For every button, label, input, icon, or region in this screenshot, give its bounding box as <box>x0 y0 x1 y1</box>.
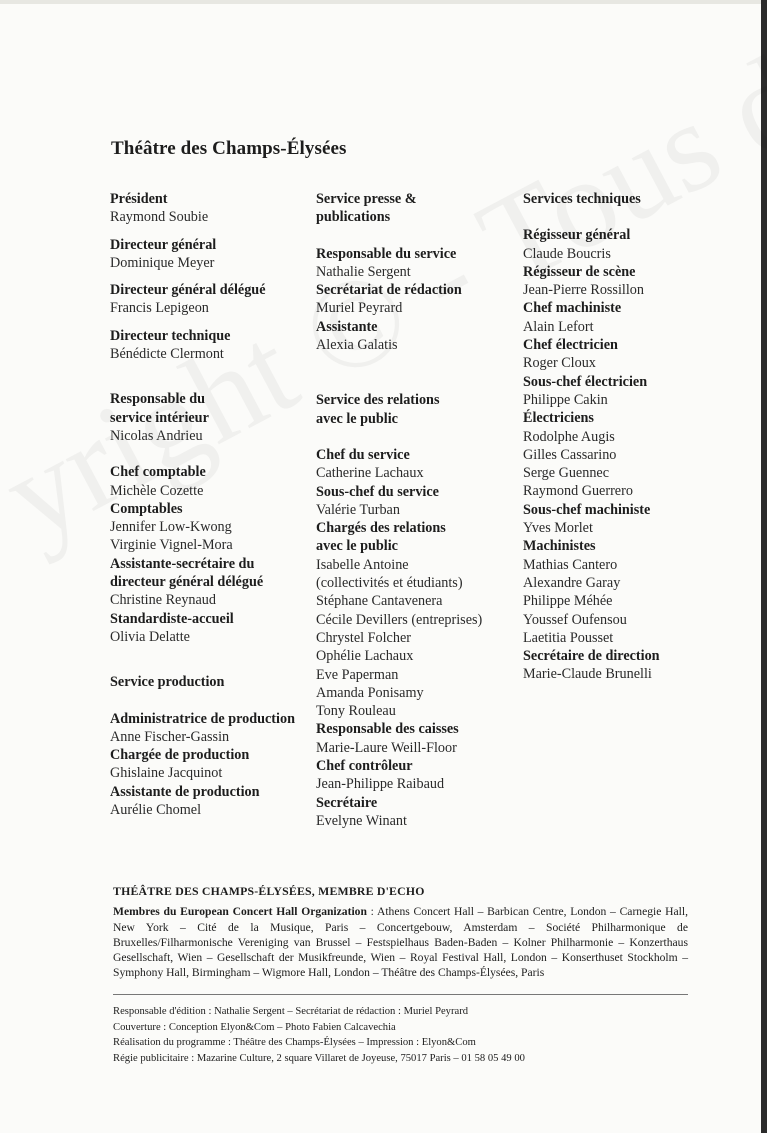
role-title: Responsable des caisses <box>316 721 459 738</box>
role-title: Assistante de production <box>110 783 260 800</box>
role-title: Chef comptable <box>110 464 206 481</box>
role-title: Responsable du service <box>316 245 457 262</box>
staff-entry <box>110 190 310 227</box>
role-title: Responsable du <box>110 391 206 408</box>
staff-name: Philippe Cakin <box>523 391 608 408</box>
staff-name: Isabelle Antoine <box>316 556 409 573</box>
staff-name: Chrystel Folcher <box>316 629 411 646</box>
staff-entry <box>523 226 753 683</box>
staff-name: Yves Morlet <box>523 520 593 537</box>
footer-divider <box>113 994 688 995</box>
role-title: Chargés des relations <box>316 520 446 537</box>
role-title: Sous-chef du service <box>316 483 439 500</box>
staff-name: Valérie Turban <box>316 501 400 518</box>
staff-name: Dominique Meyer <box>110 254 215 271</box>
page-top-edge <box>0 0 767 4</box>
role-title: Régisseur général <box>523 227 631 244</box>
staff-entry <box>110 281 310 318</box>
staff-name: Raymond Guerrero <box>523 483 633 500</box>
staff-entry <box>316 245 516 355</box>
staff-name: Tony Rouleau <box>316 703 396 720</box>
staff-name: Bénédicte Clermont <box>110 346 224 363</box>
staff-name: Alexia Galatis <box>316 337 398 354</box>
credit-line: Responsable d'édition : Nathalie Sergent – Secrétariat de rédaction : Muriel Peyrard <box>113 1006 469 1017</box>
staff-name: Eve Paperman <box>316 666 399 683</box>
staff-name: Mathias Cantero <box>523 556 618 573</box>
role-title: Secrétaire de direction <box>523 648 660 665</box>
spacer <box>110 646 310 673</box>
staff-column-press-public <box>316 190 516 830</box>
staff-name: Olivia Delatte <box>110 628 190 645</box>
staff-name: Laetitia Pousset <box>523 629 614 646</box>
staff-column-administration <box>110 190 310 819</box>
role-title: Chargée de production <box>110 747 250 764</box>
role-title: Sous-chef électricien <box>523 373 648 390</box>
role-title: Directeur général <box>110 236 217 253</box>
staff-column-technical <box>523 190 753 684</box>
section-heading-press: publications <box>316 209 391 226</box>
echo-members-list: : Athens Concert Hall – Barbican Centre, London – Carnegie Hall, New York – Cité de la Musique, Paris – Concertgebouw, Amsterdam – Société Philharmonique de Bruxelles/Filharmonische Vereniging van Brussel – Festspielhaus Baden-Baden – Kolner Philharmonie – Konzerthaus Gesellschaft, Wien – Gesellschaft der Musikfreunde, Wien – Royal Festival Hall, London – Konserthuset Stockholm – Symphony Hall, Birmingham – Wigmore Hall, London – Théâtre des Champs-Élysées, Paris <box>113 905 688 980</box>
staff-name: Philippe Méhée <box>523 593 613 610</box>
staff-name: Catherine Lachaux <box>316 465 424 482</box>
staff-name: Nicolas Andrieu <box>110 427 203 444</box>
staff-name: Marie-Claude Brunelli <box>523 666 652 683</box>
staff-name: Jean-Philippe Raibaud <box>316 776 445 793</box>
role-title: Secrétariat de rédaction <box>316 282 462 299</box>
staff-name: Ghislaine Jacquinot <box>110 765 223 782</box>
role-title: Chef contrôleur <box>316 758 413 775</box>
spacer <box>110 692 310 710</box>
staff-name: Virginie Vignel-Mora <box>110 537 233 554</box>
echo-membership-block <box>113 884 688 981</box>
staff-entry <box>316 446 516 830</box>
staff-name: Alain Lefort <box>523 318 594 335</box>
page-title: Théâtre des Champs-Élysées <box>111 138 347 159</box>
staff-name: Anne Fischer-Gassin <box>110 728 230 745</box>
staff-entry <box>110 710 310 820</box>
staff-name: Stéphane Cantavenera <box>316 593 443 610</box>
staff-name: Raymond Soubie <box>110 209 209 226</box>
staff-name: Christine Reynaud <box>110 592 216 609</box>
role-title: Régisseur de scène <box>523 263 636 280</box>
staff-name: Alexandre Garay <box>523 574 621 591</box>
role-title: Directeur technique <box>110 327 231 344</box>
credit-line: Réalisation du programme : Théâtre des Champs-Élysées – Impression : Elyon&Com <box>113 1037 476 1049</box>
staff-name: Jennifer Low-Kwong <box>110 519 232 536</box>
role-title: directeur général délégué <box>110 574 264 591</box>
role-title: Président <box>110 191 168 207</box>
spacer <box>316 227 516 245</box>
staff-name: Jean-Pierre Rossillon <box>523 282 644 299</box>
credit-line: Couverture : Conception Elyon&Com – Photo Fabien Calcavechia <box>113 1021 396 1033</box>
role-title: Directeur général délégué <box>110 282 266 299</box>
staff-name: Amanda Ponisamy <box>316 684 424 701</box>
staff-entry <box>110 327 310 364</box>
staff-name: Gilles Cassarino <box>523 446 617 463</box>
role-title: Chef machiniste <box>523 300 622 317</box>
section-heading-press: Service presse & <box>316 191 417 207</box>
staff-entry <box>110 236 310 273</box>
staff-name: Aurélie Chomel <box>110 802 202 819</box>
spacer <box>110 372 310 390</box>
role-title: Comptables <box>110 500 183 517</box>
role-title: service intérieur <box>110 409 209 426</box>
spacer <box>316 354 516 391</box>
credit-line: Régie publicitaire : Mazarine Culture, 2 square Villaret de Joyeuse, 75017 Paris – 01 58 05 49 00 <box>113 1052 525 1064</box>
role-title: Chef électricien <box>523 337 618 354</box>
staff-name: Muriel Peyrard <box>316 300 403 317</box>
role-title: Machinistes <box>523 538 596 555</box>
section-heading-production: Service production <box>110 674 225 691</box>
staff-name: Michèle Cozette <box>110 482 204 499</box>
staff-name: Evelyne Winant <box>316 812 407 829</box>
spacer <box>110 454 310 463</box>
staff-entry <box>110 463 310 646</box>
staff-name: Cécile Devillers (entreprises) <box>316 611 483 628</box>
staff-name: Francis Lepigeon <box>110 300 209 317</box>
staff-name: Nathalie Sergent <box>316 263 411 280</box>
staff-name: Roger Cloux <box>523 355 596 372</box>
staff-name: Claude Boucris <box>523 245 611 262</box>
section-heading-public-relations: Service des relations <box>316 392 440 409</box>
section-heading-public-relations: avec le public <box>316 410 398 427</box>
staff-entry <box>110 390 310 445</box>
role-title: Standardiste-accueil <box>110 610 234 627</box>
staff-name: (collectivités et étudiants) <box>316 575 463 592</box>
staff-name: Ophélie Lachaux <box>316 648 414 665</box>
spacer <box>523 208 753 226</box>
staff-name: Youssef Oufensou <box>523 611 627 628</box>
page-right-edge <box>761 0 767 1133</box>
staff-name: Rodolphe Augis <box>523 428 615 445</box>
echo-members-paragraph <box>113 904 688 980</box>
role-title: Assistante <box>316 318 378 335</box>
role-title: Sous-chef machiniste <box>523 501 651 518</box>
role-title: Électriciens <box>523 410 594 427</box>
publication-credits <box>113 1004 693 1066</box>
echo-lead: Membres du European Concert Hall Organization <box>113 905 367 919</box>
role-title: avec le public <box>316 538 398 555</box>
role-title: Assistante-secrétaire du <box>110 555 255 572</box>
staff-name: Serge Guennec <box>523 465 610 482</box>
role-title: Administratrice de production <box>110 710 295 727</box>
role-title: Secrétaire <box>316 794 378 811</box>
staff-name: Marie-Laure Weill-Floor <box>316 739 457 756</box>
section-heading-technical: Services techniques <box>523 191 641 207</box>
role-title: Chef du service <box>316 446 410 463</box>
spacer <box>316 428 516 446</box>
echo-title: THÉÂTRE DES CHAMPS-ÉLYSÉES, MEMBRE D'ECHO <box>113 884 425 898</box>
